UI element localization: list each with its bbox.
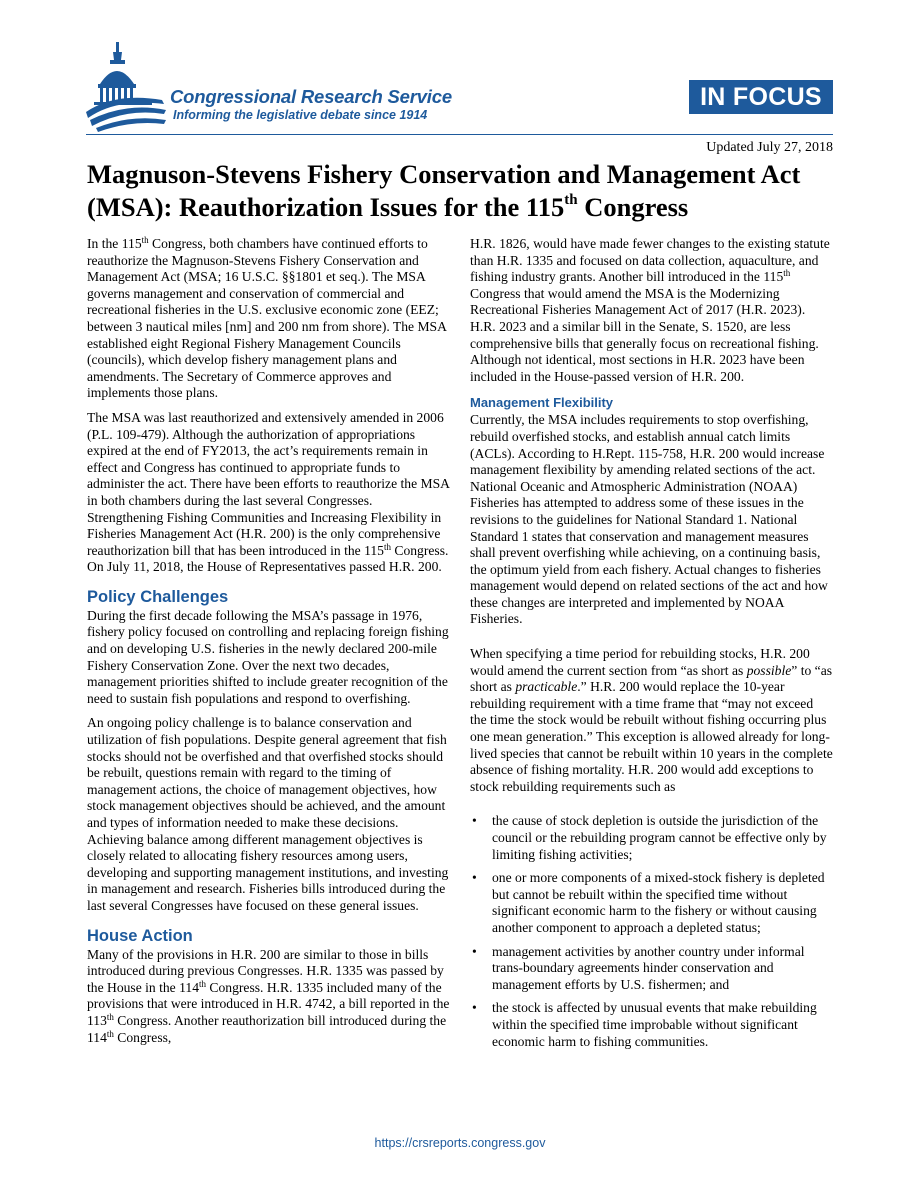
paragraph-policy-balance: An ongoing policy challenge is to balance conservation and utilization of fish populations. Despite general agreement that fish stocks should not be overfished and that overfished stocks should be rebuilt, questions remain with regard to the timing of management actions, the choice of management objectives, how stock management objectives should be achieved, and the amount and types of information needed to make these decisions. Achieving balance among different management objectives is closely related to allocating fishery resources among users, developing and supporting management institutions, and investing in management and research. Fisheries bills introduced during the last several Congresses have focused on these general issues. — [87, 715, 449, 913]
paragraph-intro: In the 115th Congress, both chambers have continued efforts to reauthorize the Magnuson-Stevens Fishery Conservation and Management Act (MSA; 16 U.S.C. §§1801 et seq.). The MSA governs management and conservation of commercial and recreational fisheries in the U.S. exclusive economic zone (EEZ; between 3 nautical miles [nm] and 200 nm from shore). The MSA established eight Regional Fishery Management Councils (councils), which develop fishery management plans and amendments. The Secretary of Commerce approves and implements those plans. — [87, 235, 447, 401]
left-column — [87, 236, 450, 1054]
list-item: • the cause of stock depletion is outside the jurisdiction of the council or the rebuilding program cannot be effective only by limiting fishing activities; — [472, 813, 827, 862]
paragraph-house-action: Many of the provisions in H.R. 200 are similar to those in bills introduced during previous Congresses. H.R. 1335 was passed by the House in the 114th Congress. H.R. 1335 included many of the provisions that were introduced in H.R. 4742, a bill reported in the 113th Congress. Another reauthorization bill introduced during the 114th Congress, — [87, 946, 450, 1045]
org-name: Congressional Research Service — [170, 86, 452, 107]
title-line-2: (MSA): Reauthorization Issues for the 115 — [87, 192, 565, 222]
list-item: • the stock is affected by unusual events that make rebuilding within the specified time improbable without significant economic harm to fishing communities. — [472, 1000, 817, 1049]
bullet-icon: • — [472, 870, 477, 886]
org-tagline: Informing the legislative debate since 1914 — [173, 108, 428, 122]
title-line-2-end: Congress — [577, 192, 689, 222]
bullet-icon: • — [472, 943, 477, 959]
in-focus-badge: IN FOCUS — [689, 80, 833, 114]
paragraph-other-bills: H.R. 1826, would have made fewer changes to the existing statute than H.R. 1335 and focused on data collection, aquaculture, and fishing industry grants. Another bill introduced in the 115th Congress that would amend the MSA is the Modernizing Recreational Fisheries Management Act of 2017 (H.R. 2023). H.R. 2023 and a similar bill in the Senate, S. 1520, are less comprehensive bills that generally focus on recreational fishing. Although not identical, most sections in H.R. 2023 have been included in the House-passed version of H.R. 200. — [470, 236, 830, 384]
bullet-icon: • — [472, 1000, 477, 1016]
exceptions-list — [470, 813, 833, 1050]
footer-url-link[interactable]: https://crsreports.congress.gov — [374, 1136, 546, 1150]
paragraph-management-flexibility: Currently, the MSA includes requirements to stop overfishing, rebuild overfished stocks, and establish annual catch limits (ACLs). According to H.Rept. 115-758, H.R. 200 would increase management flexibility by amending related sections of the act. National Oceanic and Atmospheric Administration (NOAA) Fisheries has attempted to address some of these issues in the revisions to the guidelines for National Standard 1. National Standard 1 states that conservation and management measures shall prevent overfishing while achieving, on a continuing basis, the optimum yield from each fishery. Actual changes to fisheries management would depend on related sections of the act and how these changes are interpreted and implemented by NOAA Fisheries. — [470, 412, 828, 627]
title-line-1: Magnuson-Stevens Fishery Conservation and Management Act — [87, 159, 801, 189]
heading-policy-challenges: Policy Challenges — [87, 587, 229, 606]
paragraph-reauthorization: The MSA was last reauthorized and extensively amended in 2006 (P.L. 109-479). Although the authorization of appropriations expired at the end of FY2013, the act’s requirements remain in effect and Congress has continued to appropriate funds to administer the act. There have been efforts to reauthorize the MSA in both chambers during the last several Congresses. Strengthening Fishing Communities and Increasing Flexibility in Fisheries Management Act (H.R. 200) is the only comprehensive reauthorization bill that has been introduced in the 115th Congress. On July 11, 2018, the House of Representatives passed H.R. 200. — [87, 409, 450, 575]
paragraph-policy-history: During the first decade following the MSA’s passage in 1976, fishery policy focused on controlling and replacing foreign fishing and on developing U.S. fisheries in the newly declared 200-mile Fishery Conservation Zone. Over the next two decades, management priorities shifted to include greater recognition of the need to sustain fish populations and respond to overfishing. — [87, 607, 449, 706]
paragraph-rebuilding: When specifying a time period for rebuilding stocks, H.R. 200 would amend the current section from “as short as possible” to “as short as practicable.” H.R. 200 would replace the 10-year rebuilding requirement with a time frame that “may not exceed the time the stock would be rebuilt without fishing occurring plus one mean generation.” This exception is allowed already for long-lived species that cannot be rebuilt within 10 years in the complete absence of fishing mortality. H.R. 200 would add exceptions to stock rebuilding requirements such as — [470, 646, 833, 794]
heading-management-flexibility: Management Flexibility — [470, 395, 614, 411]
list-item: • one or more components of a mixed-stock fishery is depleted but cannot be rebuilt within the specified time without significant economic harm to the fishery or without causing another component to approach a depleted status; — [472, 870, 825, 935]
header-rule — [86, 134, 833, 135]
bullet-icon: • — [472, 813, 477, 829]
heading-house-action: House Action — [87, 926, 193, 945]
updated-date: Updated July 27, 2018 — [706, 140, 833, 155]
title-sup: th — [564, 192, 578, 208]
page-title — [87, 158, 847, 224]
right-column — [470, 236, 833, 1057]
list-item: • management activities by another country under informal trans-boundary agreements hinder conservation and management efforts by U.S. fishermen; and — [472, 943, 805, 992]
